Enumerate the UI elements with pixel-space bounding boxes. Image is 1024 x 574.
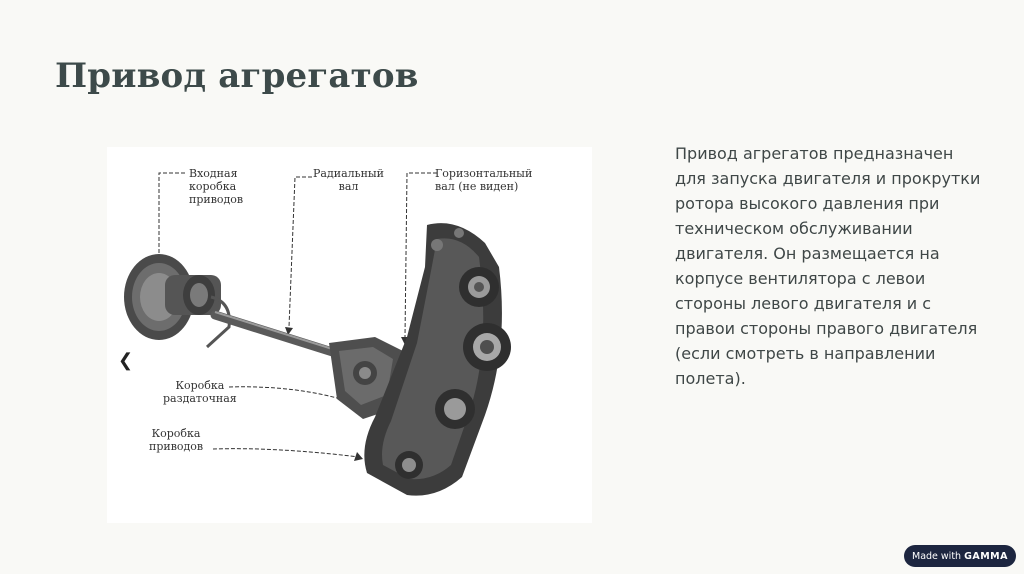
gearbox-diagram (107, 147, 592, 523)
label-horizontal-shaft: Горизонтальный вал (не виден) (435, 167, 533, 193)
description-paragraph: Привод агрегатов предназначен для запуска двигателя и прокрутки ротора высокого давления при техническом обслуживании двигателя. Он размещается на корпусе вентилятора с левои стороны левого двигателя и с правои стороны правого двигателя (если смотреть в направлении полета). (675, 144, 981, 388)
leader-input-box (159, 173, 185, 255)
chevron-left-icon[interactable]: ❮ (118, 350, 134, 370)
leader-transfer (229, 387, 351, 402)
label-transfer-gearbox: Коробка раздаточная (163, 379, 237, 405)
input-gearbox-shape (124, 254, 229, 347)
badge-brand: GAMMA (964, 550, 1008, 562)
leader-gearbox (213, 449, 359, 457)
label-radial-shaft: Радиальный вал (313, 167, 385, 193)
label-input-gearbox: Входная коробка приводов (189, 167, 244, 206)
slide-title: Привод агрегатов (55, 56, 419, 96)
leader-radial (289, 177, 312, 327)
label-accessory-gearbox: Коробка приводов (149, 427, 204, 453)
made-with-gamma-badge[interactable] (904, 545, 1016, 567)
badge-prefix: Made with (912, 550, 962, 562)
gearbox-illustration (107, 147, 592, 523)
